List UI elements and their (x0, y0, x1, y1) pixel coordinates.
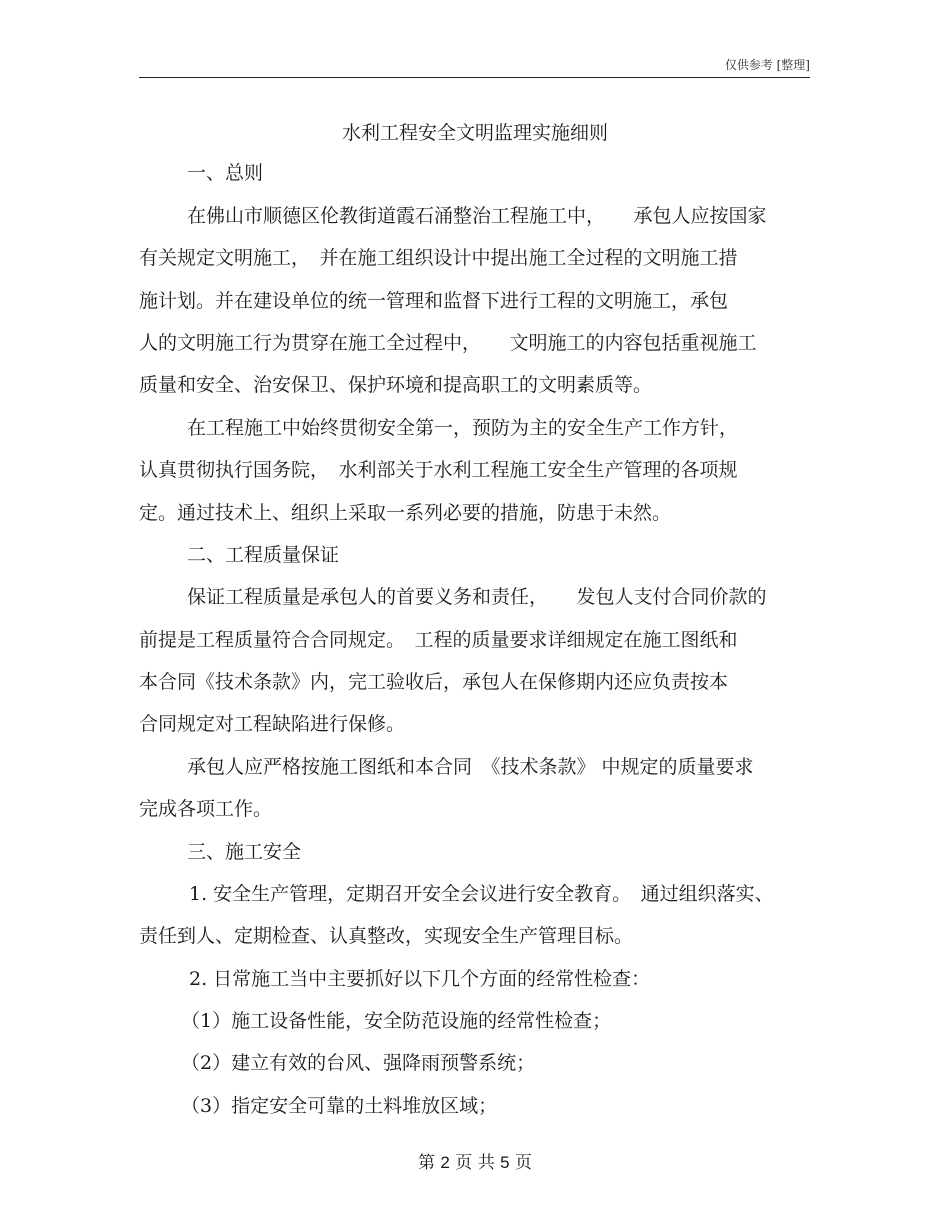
paragraph-line: 责任到人、定期检查、认真整改，实现安全生产管理目标。 (139, 925, 634, 947)
numbered-item: 2. 日常施工当中主要抓好以下几个方面的经常性检查： (189, 968, 651, 990)
paragraph-line: 前提是工程质量符合合同规定。 工程的质量要求详细规定在施工图纸和 (139, 629, 738, 651)
page-footer (0, 1148, 950, 1173)
paragraph-line: 施计划。并在建设单位的统一管理和监督下进行工程的文明施工，承包 (139, 290, 729, 312)
sub-item: （2）建立有效的台风、强降雨预警系统； (181, 1052, 536, 1074)
paragraph-line: 认真贯彻执行国务院， 水利部关于水利工程施工安全生产管理的各项规 (139, 459, 738, 481)
footer-middle: 页 共 (455, 1153, 495, 1173)
footer-prefix: 第 (418, 1153, 436, 1173)
paragraph-line: 完成各项工作。 (139, 798, 273, 820)
header-divider (139, 77, 810, 78)
paragraph-line: 在工程施工中始终贯彻安全第一，预防为主的安全生产工作方针， (187, 417, 739, 439)
paragraph-line: 人的文明施工行为贯穿在施工全过程中， 文明施工的内容包括重视施工 (139, 332, 757, 354)
paragraph-line: 有关规定文明施工， 并在施工组织设计中提出施工全过程的文明施工措 (139, 247, 738, 269)
numbered-item: 1. 安全生产管理，定期召开安全会议进行安全教育。 通过组织落实、 (189, 883, 774, 905)
sub-item: （1）施工设备性能，安全防范设施的经常性检查； (181, 1010, 612, 1032)
section-heading-safety: 三、施工安全 (187, 841, 302, 863)
sub-item: （3）指定安全可靠的土料堆放区域； (181, 1095, 498, 1117)
section-heading-quality: 二、工程质量保证 (187, 544, 340, 566)
paragraph-line: 合同规定对工程缺陷进行保修。 (139, 713, 406, 735)
paragraph-line: 保证工程质量是承包人的首要义务和责任， 发包人支付合同价款的 (187, 586, 767, 608)
section-heading-general: 一、总则 (187, 162, 264, 184)
total-page-count: 5 (500, 1153, 510, 1172)
paragraph-line: 在佛山市顺德区伦教街道霞石涌整治工程施工中， 承包人应按国家 (187, 205, 767, 227)
paragraph-line: 定。通过技术上、组织上采取一系列必要的措施，防患于未然。 (139, 502, 672, 524)
paragraph-line: 承包人应严格按施工图纸和本合同 《技术条款》 中规定的质量要求 (187, 756, 754, 778)
current-page-number: 2 (440, 1153, 450, 1172)
paragraph-line: 质量和安全、治安保卫、保护环境和提高职工的文明素质等。 (139, 374, 653, 396)
paragraph-line: 本合同《技术条款》内，完工验收后，承包人在保修期内还应负责按本 (139, 671, 729, 693)
header-note: 仅供参考 [整理] (724, 58, 810, 72)
footer-suffix: 页 (514, 1153, 532, 1173)
document-title: 水利工程安全文明监理实施细则 (341, 122, 608, 144)
